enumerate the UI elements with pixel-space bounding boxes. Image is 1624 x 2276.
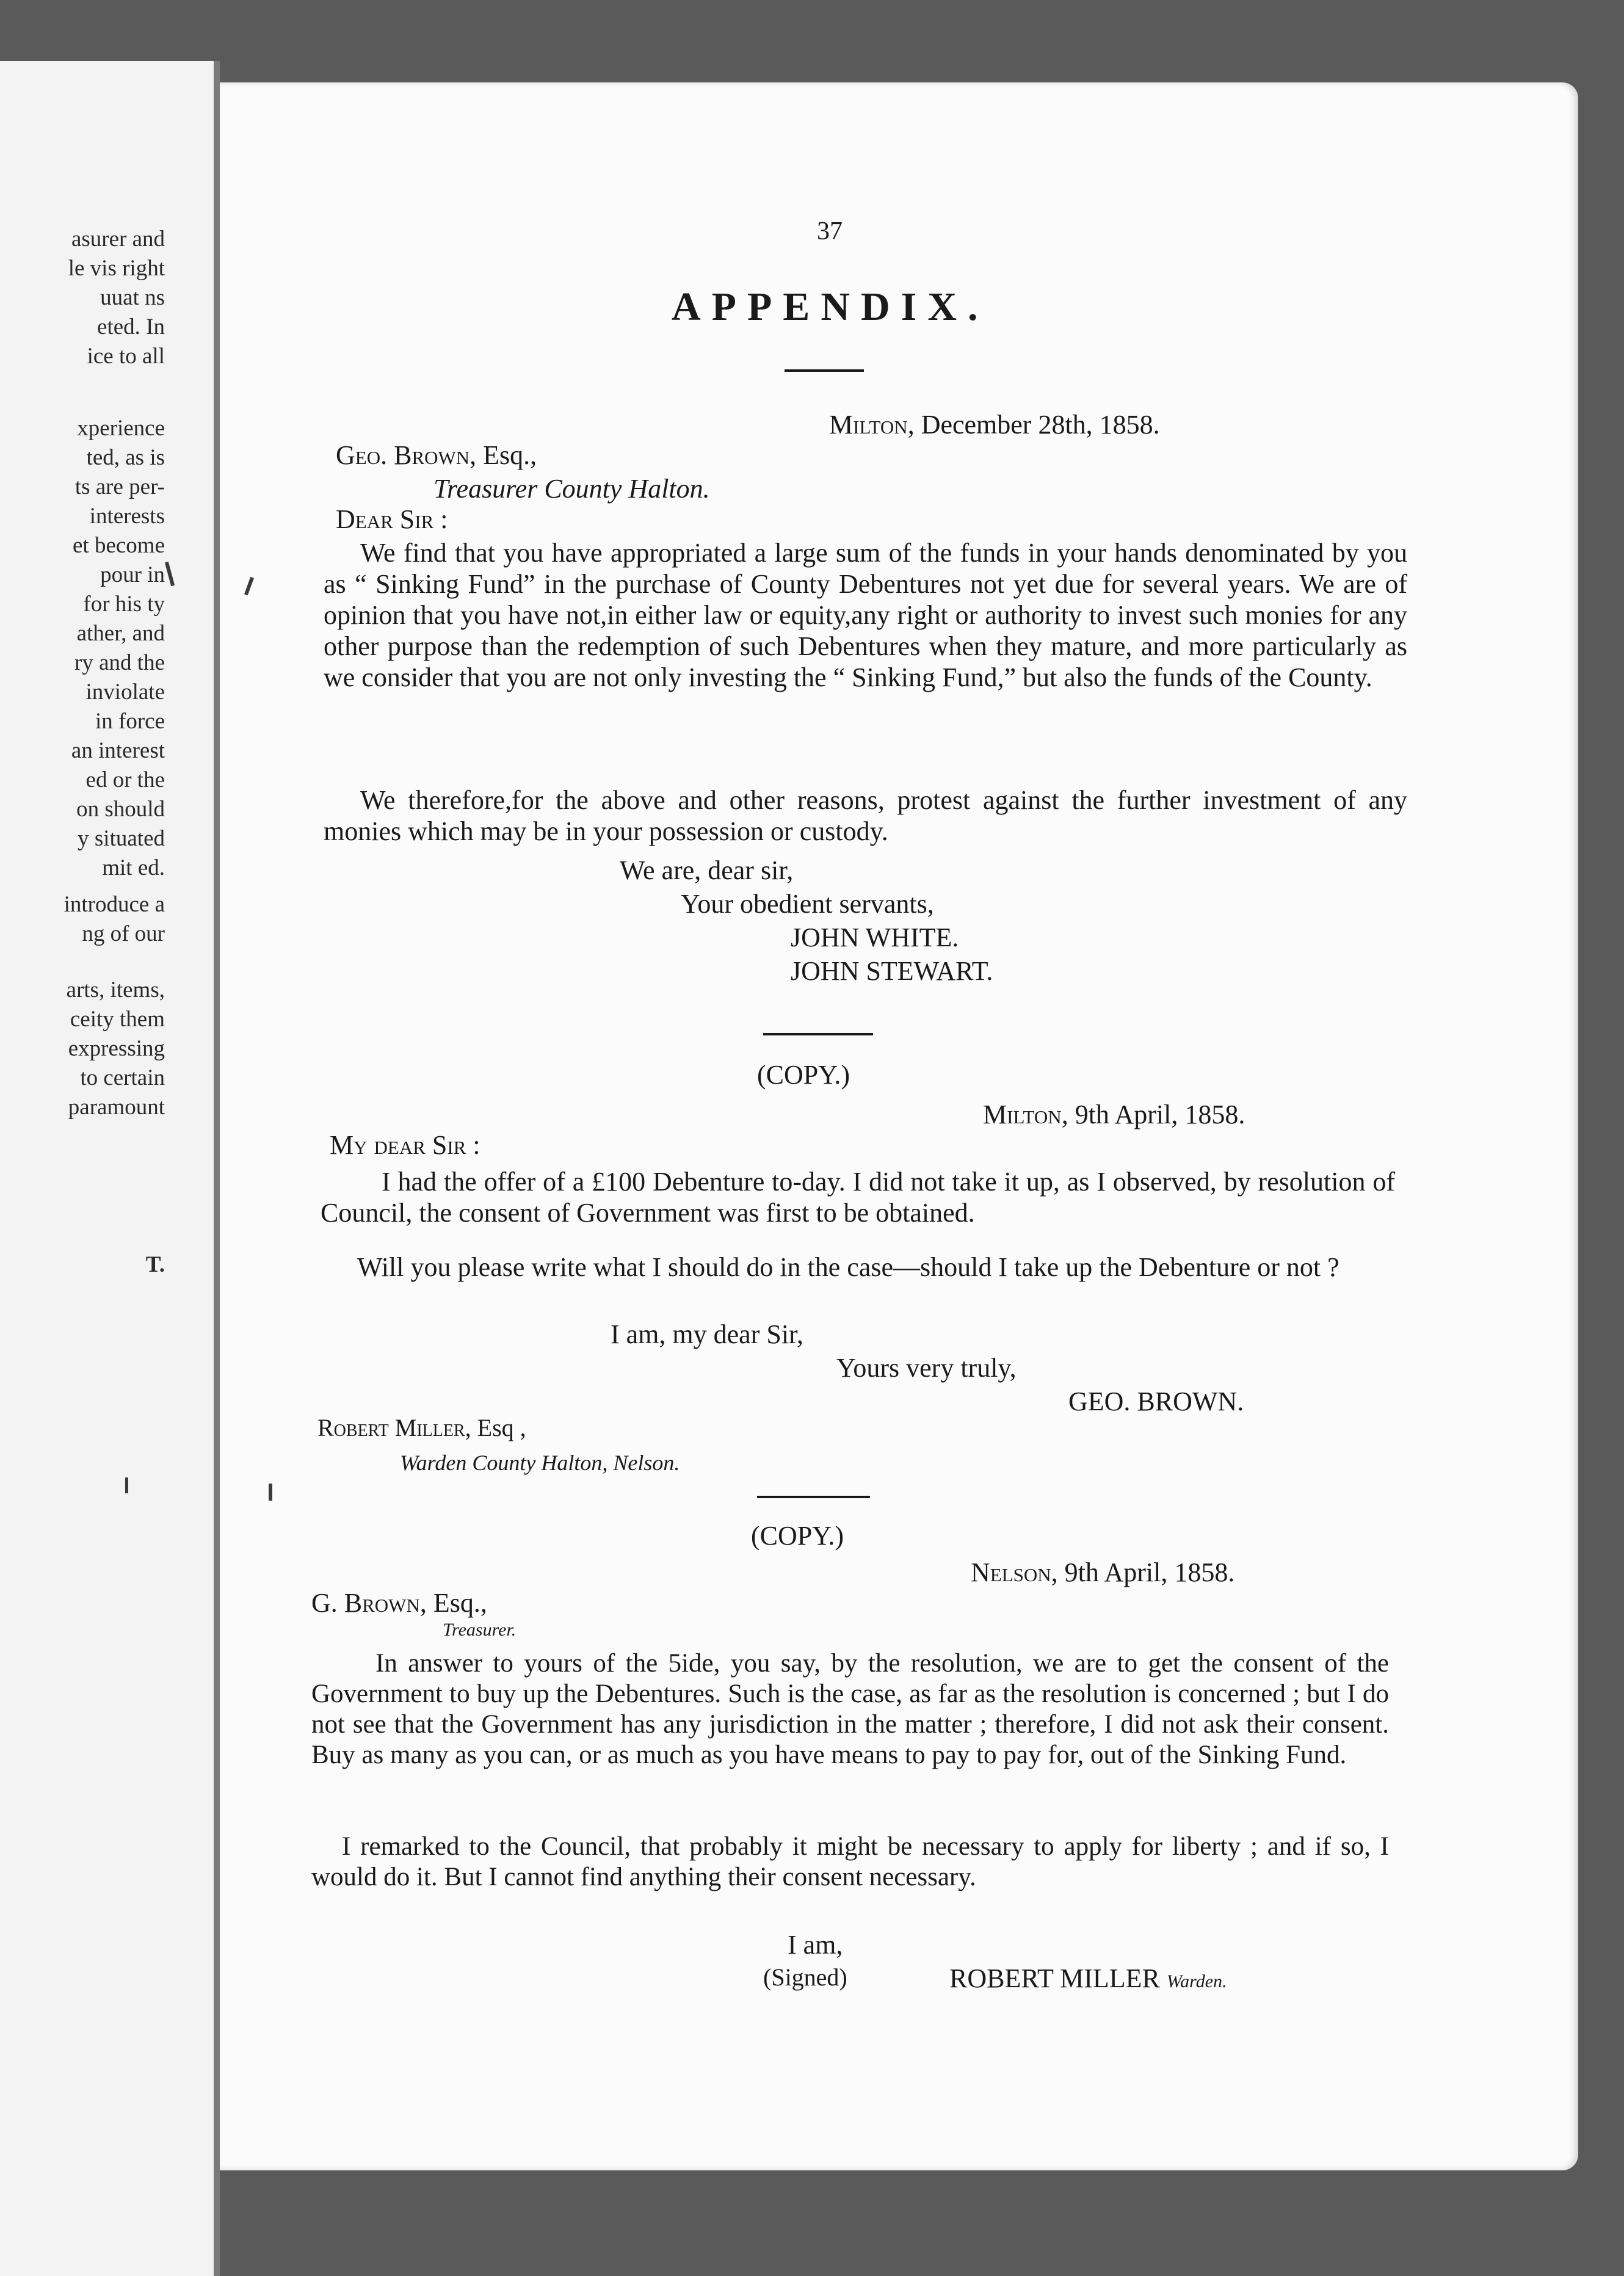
letter3-signed: (Signed) [763,1963,847,1991]
left-page-fragment: mit ed. [102,855,165,880]
letter3-signature-title: Warden. [1166,1971,1227,1991]
left-page-fragment: le vis right [68,256,165,281]
left-page-fragment: ng of our [82,921,165,946]
left-page-fragment: asurer and [71,227,165,252]
left-page-fragment: ceity them [70,1007,165,1032]
letter1-closing: We are, dear sir, [620,855,794,885]
letter1-body-2: We therefore,for the above and other reasons, protest against the further investment of any monies which may be in your possession or custody. [324,785,1407,846]
letter2-closing: I am, my dear Sir, [611,1319,803,1349]
page-number: 37 [817,217,843,245]
scan-mark [269,1484,272,1501]
letter3-recipient-suffix: , Esq., [419,1588,487,1618]
letter2-addressee [317,1413,526,1442]
left-page-fragment: uuat ns [100,285,165,310]
left-page-fragment: interests [89,504,165,529]
left-page-fragment: T. [145,1252,165,1277]
letter3-recipient [311,1587,487,1618]
left-page-fragment: inviolate [85,680,165,705]
letter3-body: In answer to yours of the 5ide, you say, by the resolution, we are to get the consent of the Government to buy up the Debentures. Such is the case, as far as the resolution is concerned ; but I do not see that the Government has any jurisdiction in the matter ; therefore, I did not ask their consent. Buy as many as you can, or as much as you have means to pay to pay for, out of the Sinking Fund. [311,1649,1389,1769]
letter3-place: Nelson [971,1557,1051,1587]
left-page-fragment: an interest [71,738,165,763]
letter1-salutation: Dear Sir : [336,504,448,534]
letter3-closing: I am, [788,1930,843,1960]
letter3-body-2: I remarked to the Council, that probably it might be necessary to apply for liberty ; and if so, I would do it. But I cannot find anything their consent necessary. [311,1832,1389,1891]
left-page-fragment: ry and the [74,650,165,675]
letter1-body: We find that you have appropriated a large sum of the funds in your hands denominated by you as “ Sinking Fund” in the purchase of County Debentures not yet due for several years. We are of opinion that you have not,in either law or equity,any right or authority to invest such monies for any other purpose than the redemption of such Debentures when they mature, and more particularly as we consider that you are not only investing the “ Sinking Fund,” but also the funds of the County. [324,538,1407,692]
letter2-closing-2: Yours very truly, [836,1353,1017,1383]
letter1-recipient-suffix: , Esq., [469,440,537,470]
section-rule-1 [763,1033,873,1035]
left-facing-page [0,61,214,2276]
letter1-closing-2: Your obedient servants, [681,889,934,919]
letter1-signature-1: JOHN WHITE. [791,922,959,952]
page-title: APPENDIX. [672,284,989,329]
letter2-salutation: My dear Sir : [330,1130,480,1160]
letter2-addressee-name: Robert Miller [317,1414,465,1441]
left-page-fragment: introduce a [63,892,165,917]
letter3-signature-name: ROBERT MILLER [949,1963,1160,1993]
left-page-fragment: arts, items, [66,977,165,1002]
letter2-date: , 9th April, 1858. [1061,1100,1245,1129]
left-page-fragment: expressing [68,1036,165,1061]
letter2-signature: GEO. BROWN. [1068,1386,1244,1416]
left-page-fragment: ice to all [87,344,165,369]
left-page-fragment: eted. In [97,314,165,339]
left-page-fragment: paramount [68,1095,165,1120]
left-page-fragment: to certain [80,1065,165,1090]
left-page-fragment: pour in [100,562,165,587]
left-page-fragment: in force [95,709,165,734]
letter1-date: , December 28th, 1858. [907,410,1160,440]
left-page-fragment: ed or the [85,767,165,792]
left-page-fragment: xperience [77,416,165,441]
letter3-dateline [971,1557,1234,1588]
scan-mark [125,1477,128,1493]
document-page [220,82,1578,2170]
letter3-copy-heading: (COPY.) [751,1521,844,1551]
letter2-dateline [983,1099,1245,1130]
left-page-fragment: for his ty [83,592,165,617]
title-rule [785,369,864,372]
letter2-body: I had the offer of a £100 Debenture to-day. I did not take it up, as I observed, by resolution of Council, the consent of Government was first to be obtained. [321,1167,1395,1228]
letter1-dateline [829,409,1160,440]
letter3-recipient-title: Treasurer. [443,1620,517,1640]
left-page-fragment: ts are per- [74,474,165,499]
letter2-copy-heading: (COPY.) [757,1060,850,1090]
letter1-recipient-title: Treasurer County Halton. [433,474,710,504]
page-gutter [214,61,220,2276]
letter3-date: , 9th April, 1858. [1051,1557,1235,1587]
letter1-place: Milton [829,410,908,440]
letter1-recipient-name: Geo. Brown [336,440,470,470]
left-page-fragment: ted, as is [86,445,165,470]
letter2-addressee-suffix: , Esq , [465,1414,526,1441]
letter3-recipient-name: G. Brown [311,1588,420,1618]
letter2-addressee-title: Warden County Halton, Nelson. [400,1451,680,1475]
left-page-fragment: ather, and [76,621,165,646]
left-page-fragment: on should [76,797,165,822]
left-page-fragment: et become [73,533,165,558]
section-rule-2 [757,1496,870,1498]
left-page-fragment: y situated [78,826,165,851]
letter3-signature [949,1963,1227,1994]
letter2-body-2: Will you please write what I should do in the case—should I take up the Debenture or not ? [357,1252,1339,1282]
letter1-signature-2: JOHN STEWART. [791,956,993,986]
letter1-recipient [336,440,537,471]
letter2-place: Milton [983,1100,1062,1129]
